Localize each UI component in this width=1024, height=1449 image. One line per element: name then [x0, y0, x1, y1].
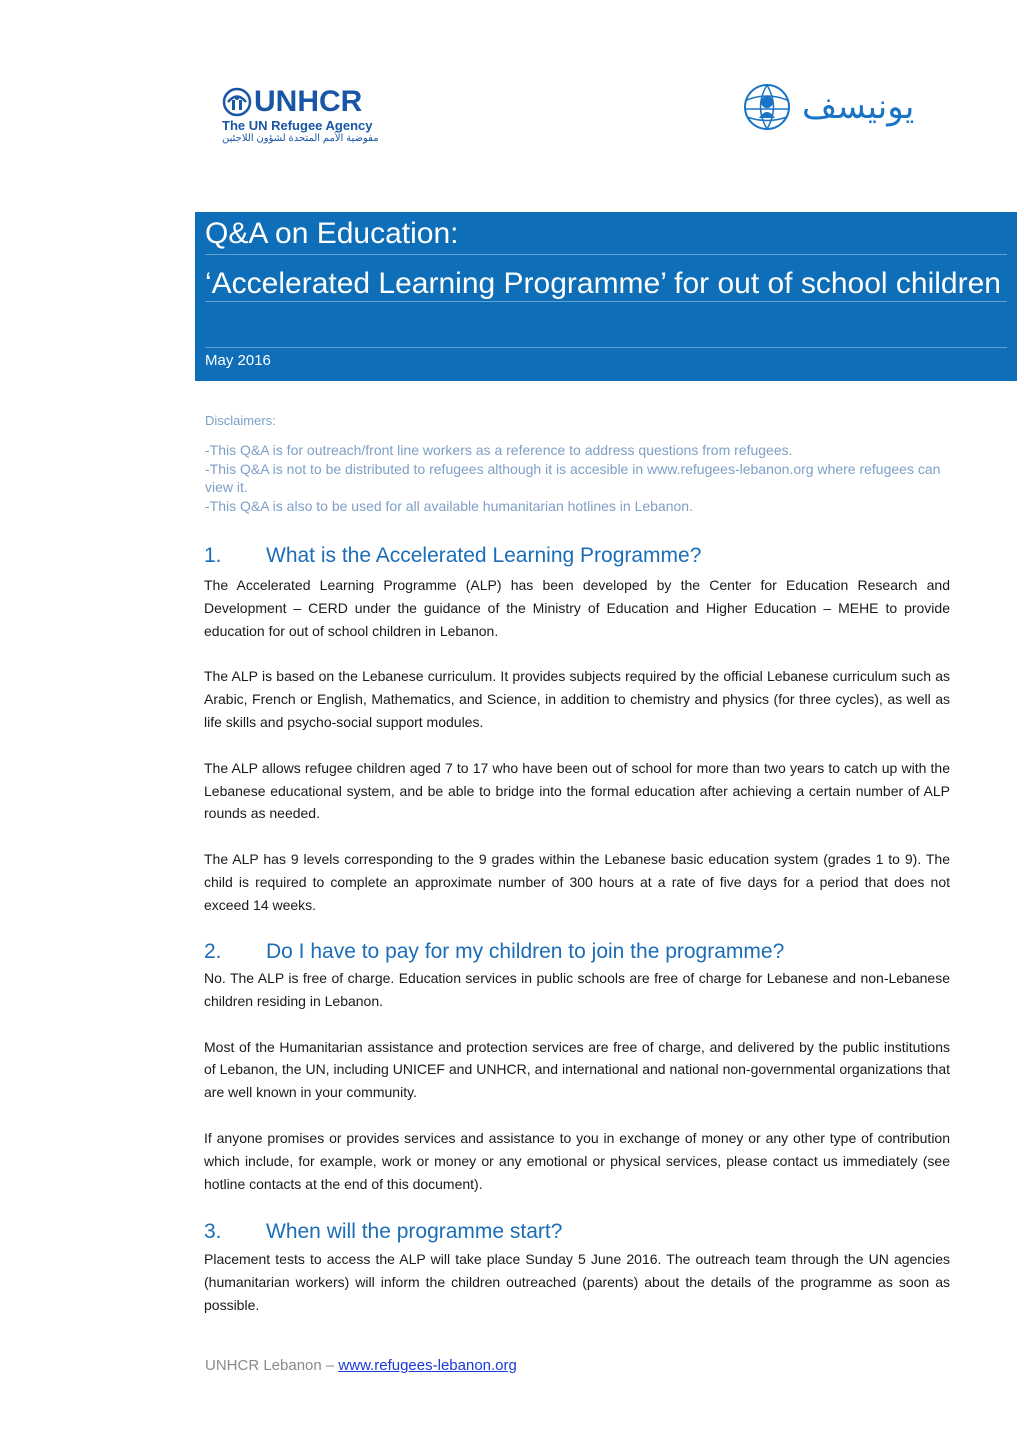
unhcr-logo [222, 84, 402, 146]
document-date: May 2016 [205, 352, 271, 369]
unicef-arabic-wordmark: يونيسف [802, 87, 915, 127]
section-number: 3. [204, 1220, 222, 1243]
paragraph: The ALP allows refugee children aged 7 to 17 who have been out of school for more than two years to catch up with the Lebanese educational system, and be able to bridge into the formal education after achieving a certain number of ALP rounds as needed. [204, 759, 950, 822]
document-subtitle: ‘Accelerated Learning Programme’ for out of school children [205, 267, 1001, 300]
paragraph: Most of the Humanitarian assistance and protection services are free of charge, and delivered by the public institutions of Lebanon, the UN, including UNICEF and UNHCR, and international and national non-governmental organizations that are well known in your community. [204, 1038, 950, 1101]
page-footer [205, 1357, 517, 1374]
paragraph: Placement tests to access the ALP will take place Sunday 5 June 2016. The outreach team through the UN agencies (humanitarian workers) will inform the children outreached (parents) about the details of the programme as soon as possible. [204, 1251, 950, 1313]
paragraph: No. The ALP is free of charge. Education services in public schools are free of charge for Lebanese and non-Lebanese children residing in Lebanon. [204, 970, 950, 1009]
unicef-logo [740, 82, 945, 132]
section-number: 2. [204, 940, 222, 963]
paragraph: The ALP is based on the Lebanese curriculum. It provides subjects required by the official Lebanese curriculum such as Arabic, French or English, Mathematics, and Science, in addition to chemistry and physics (for three cycles), as well as life skills and psycho-social support modules. [204, 668, 950, 730]
section-heading-text: Do I have to pay for my children to join the programme? [266, 940, 785, 963]
disclaimer-line: -This Q&A is not to be distributed to refugees although it is accesible in www.refugees-lebanon.org where refugees can view it. [205, 460, 941, 495]
banner-rule [205, 254, 1007, 255]
section-heading-text: When will the programme start? [266, 1220, 563, 1243]
paragraph: The ALP has 9 levels corresponding to the 9 grades within the Lebanese basic education system (grades 1 to 9). The child is required to complete an approximate number of 300 hours at a rate of five days for a period that does not exceed 14 weeks. [204, 851, 950, 913]
section-pay-for-programme [204, 939, 950, 1195]
banner-rule [205, 347, 1007, 348]
disclaimer-block [205, 413, 945, 515]
unhcr-arabic-tagline: مفوضية الأمم المتحدة لشؤون اللاجئين [222, 133, 379, 144]
disclaimer-title: Disclaimers: [205, 413, 276, 428]
paragraph: If anyone promises or provides services and assistance to you in exchange of money or any other type of contribution which include, for example, work or money or any emotional or physical services, please contact us immediately (see hotline contacts at the end of this document). [204, 1129, 950, 1192]
section-what-is-alp [204, 543, 950, 917]
unhcr-tagline: The UN Refugee Agency [222, 118, 373, 133]
footer-website-link[interactable]: www.refugees-lebanon.org [338, 1357, 517, 1374]
title-banner [195, 212, 1017, 381]
section-number: 1. [204, 544, 222, 567]
paragraph: The Accelerated Learning Programme (ALP) has been developed by the Center for Education Research and Development – CERD under the guidance of the Ministry of Education and Higher Education – MEHE to provide education for out of school children in Lebanon. [204, 577, 950, 639]
section-heading [204, 1219, 950, 1245]
section-heading-text: What is the Accelerated Learning Programme? [266, 544, 702, 567]
section-heading [204, 939, 950, 965]
footer-text: UNHCR Lebanon – [205, 1357, 339, 1374]
unhcr-wordmark: UNHCR [254, 85, 363, 118]
document-title: Q&A on Education: [205, 217, 459, 250]
unicef-emblem-icon [740, 82, 794, 132]
unhcr-emblem-icon [222, 87, 252, 117]
section-programme-start [204, 1219, 950, 1316]
section-heading [204, 543, 950, 569]
disclaimer-line: -This Q&A is also to be used for all available humanitarian hotlines in Lebanon. [205, 497, 693, 514]
disclaimer-line: -This Q&A is for outreach/front line workers as a reference to address questions from refugees. [205, 442, 793, 458]
